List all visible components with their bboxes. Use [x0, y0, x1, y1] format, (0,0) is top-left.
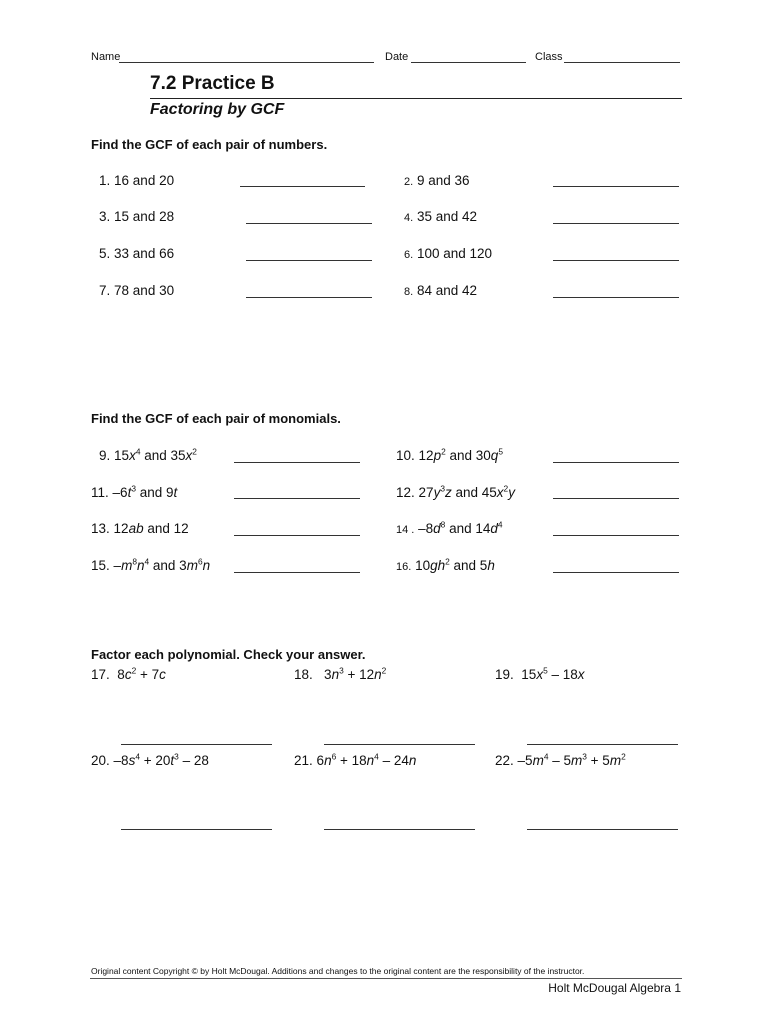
name-blank[interactable]: [119, 62, 374, 63]
problem-number: 13.: [91, 521, 110, 536]
problem-8: [404, 283, 477, 298]
problem-text: $-5m^4 - 5m^3 + 5m^2$: [517, 751, 626, 768]
answer-blank-1[interactable]: [240, 186, 365, 187]
answer-blank-15[interactable]: [234, 572, 360, 573]
problem-2: [404, 173, 470, 188]
problem-text: $8c^2 + 7c$: [117, 665, 166, 682]
problem-number: 22.: [495, 753, 514, 768]
problem-text: 9 and 36: [416, 173, 470, 188]
problem-text: 33 and 66: [114, 246, 175, 261]
answer-blank-5[interactable]: [246, 260, 372, 261]
problem-12: [396, 485, 515, 500]
problem-text: 35 and 42: [416, 209, 478, 224]
problem-text: 78 and 30: [114, 283, 175, 298]
answer-blank-13[interactable]: [234, 535, 360, 536]
problem-text: 84 and 42: [416, 283, 478, 298]
problem-text: 12ab and 12: [113, 521, 189, 536]
problem-text: $27y^3z$ and $45x^2y$: [418, 483, 515, 500]
class-blank[interactable]: [564, 62, 680, 63]
problem-number: 18.: [294, 667, 313, 682]
page-title: 7.2 Practice B: [150, 73, 275, 94]
problem-18: [294, 667, 386, 682]
problem-number: 19.: [495, 667, 514, 682]
problem-text: $12p^2$ and $30q^5$: [418, 446, 503, 463]
problem-3: [99, 209, 174, 224]
copyright-notice: Original content Copyright © by Holt McDougal. Additions and changes to the original content are the responsibility of the instructor.: [91, 966, 585, 976]
problem-text: $15x^5 - 18x$: [521, 665, 585, 682]
answer-blank-19[interactable]: [527, 744, 678, 745]
book-title: Holt McDougal Algebra 1: [548, 981, 681, 995]
problem-text: $3n^3 + 12n^2$: [324, 665, 387, 682]
problem-number: 14 .: [396, 524, 415, 536]
problem-text: $-8d^8$ and $14d^4$: [418, 519, 503, 536]
problem-13: [91, 521, 189, 536]
section-monomials-heading: Find the GCF of each pair of monomials.: [91, 411, 341, 426]
problem-11: [91, 485, 177, 500]
name-label: Name: [91, 51, 121, 63]
problem-9: [99, 448, 197, 463]
problem-number: 5.: [99, 246, 111, 261]
section-numbers-heading: Find the GCF of each pair of numbers.: [91, 137, 328, 152]
problem-7: [99, 283, 174, 298]
problem-6: [404, 246, 492, 261]
answer-blank-12[interactable]: [553, 498, 679, 499]
problem-number: 3.: [99, 209, 111, 224]
problem-number: 10.: [396, 448, 415, 463]
answer-blank-21[interactable]: [324, 829, 475, 830]
answer-blank-11[interactable]: [234, 498, 360, 499]
problem-text: $10gh^2$ and 5h: [415, 556, 495, 573]
problem-number: 15.: [91, 558, 110, 573]
problem-5: [99, 246, 174, 261]
problem-number: 2.: [404, 176, 414, 188]
problem-16: [396, 558, 495, 573]
answer-blank-7[interactable]: [246, 297, 372, 298]
section-polynomials-heading: Factor each polynomial. Check your answer.: [91, 647, 366, 662]
problem-number: 12.: [396, 485, 415, 500]
answer-blank-6[interactable]: [553, 260, 679, 261]
answer-blank-16[interactable]: [553, 572, 679, 573]
problem-text: $-6t^3$ and 9t: [112, 483, 178, 500]
problem-number: 4.: [404, 212, 414, 224]
answer-blank-17[interactable]: [121, 744, 272, 745]
problem-10: [396, 448, 503, 463]
problem-15: [91, 558, 210, 573]
answer-blank-20[interactable]: [121, 829, 272, 830]
answer-blank-18[interactable]: [324, 744, 475, 745]
problem-text: $-8s^4 + 20t^3 - 28$: [113, 751, 209, 768]
problem-text: 100 and 120: [416, 246, 493, 261]
answer-blank-3[interactable]: [246, 223, 372, 224]
problem-text: $15x^4$ and $35x^2$: [114, 446, 197, 463]
title-rule: [150, 98, 682, 99]
answer-blank-22[interactable]: [527, 829, 678, 830]
problem-19: [495, 667, 585, 682]
problem-text: $6n^6 + 18n^4 - 24n$: [316, 751, 417, 768]
problem-1: [99, 173, 174, 188]
problem-number: 1.: [99, 173, 111, 188]
answer-blank-4[interactable]: [553, 223, 679, 224]
answer-blank-10[interactable]: [553, 462, 679, 463]
date-blank[interactable]: [411, 62, 526, 63]
answer-blank-8[interactable]: [553, 297, 679, 298]
problem-number: 21.: [294, 753, 313, 768]
problem-20: [91, 753, 209, 768]
problem-number: 20.: [91, 753, 110, 768]
problem-text: 15 and 28: [114, 209, 175, 224]
answer-blank-9[interactable]: [234, 462, 360, 463]
answer-blank-2[interactable]: [553, 186, 679, 187]
problem-4: [404, 209, 477, 224]
date-label: Date: [385, 51, 409, 63]
problem-text: 16 and 20: [114, 173, 175, 188]
problem-17: [91, 667, 166, 682]
footer-rule: [90, 978, 682, 979]
problem-number: 11.: [91, 485, 109, 500]
page-subtitle: Factoring by GCF: [150, 101, 285, 118]
problem-14: [396, 521, 503, 536]
problem-text: $-m^8n^4$ and $3m^6n$: [113, 556, 211, 573]
problem-number: 7.: [99, 283, 111, 298]
problem-number: 9.: [99, 448, 111, 463]
class-label: Class: [535, 51, 563, 63]
problem-number: 16.: [396, 561, 412, 573]
problem-number: 8.: [404, 286, 414, 298]
problem-number: 6.: [404, 249, 414, 261]
problem-number: 17.: [91, 667, 110, 682]
problem-22: [495, 753, 626, 768]
problem-21: [294, 753, 416, 768]
answer-blank-14[interactable]: [553, 535, 679, 536]
